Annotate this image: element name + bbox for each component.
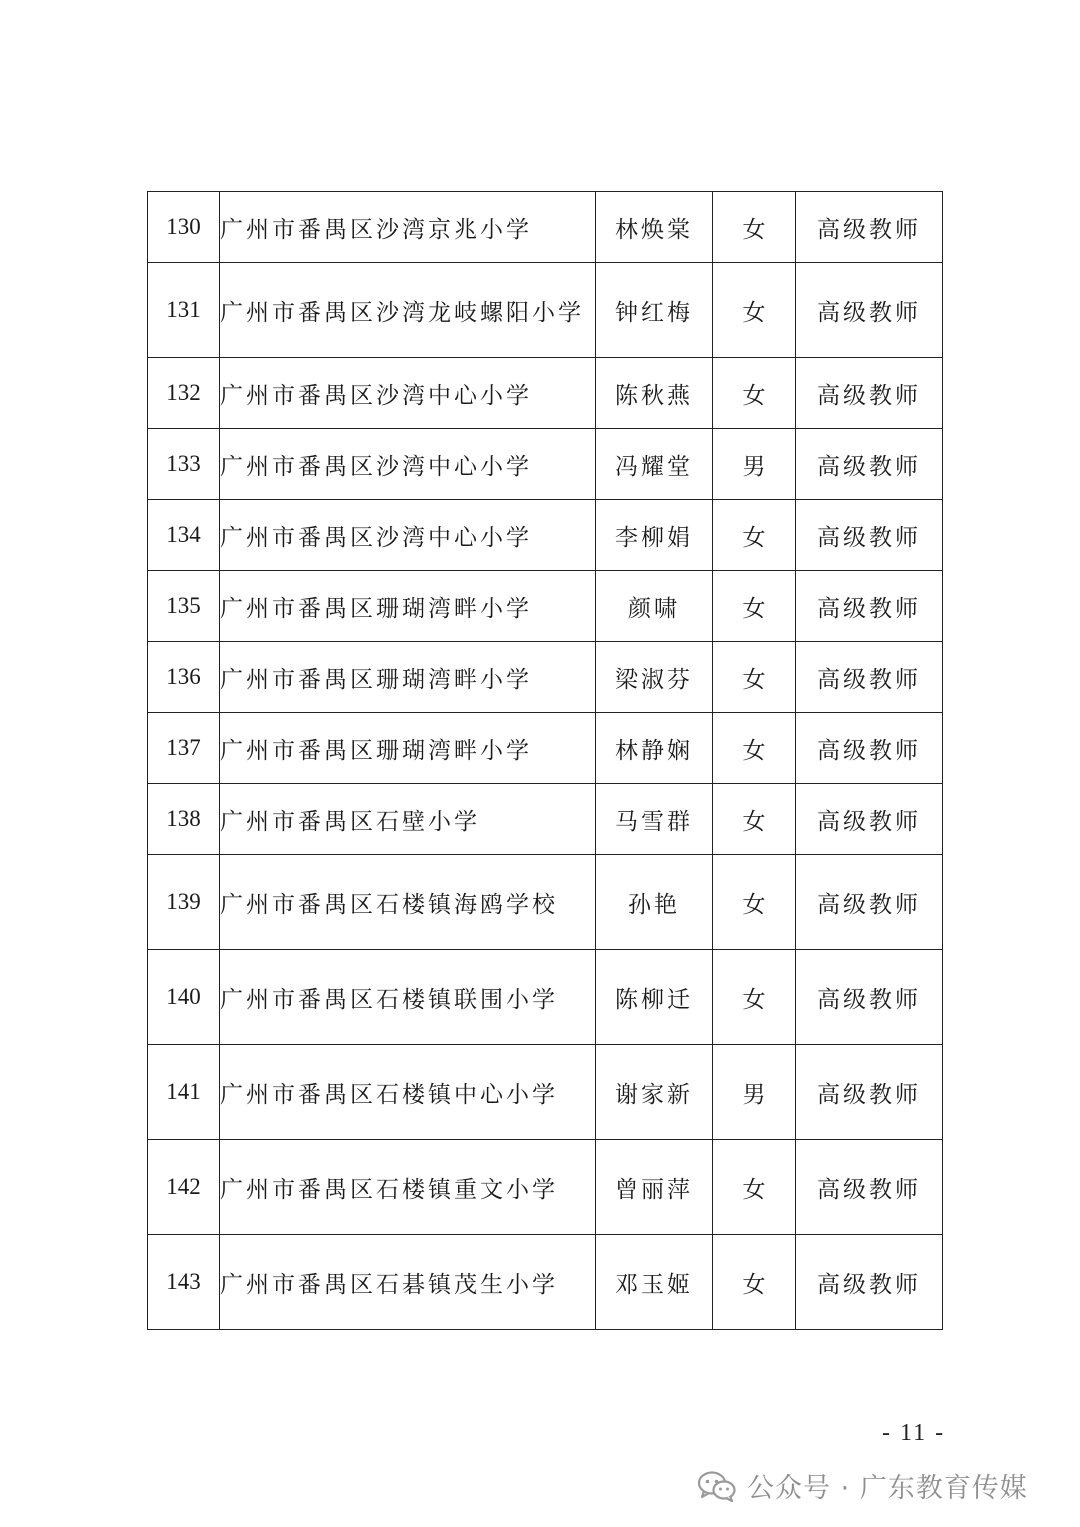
gender: 女 xyxy=(713,358,796,429)
teacher-name: 孙艳 xyxy=(596,855,713,950)
row-number: 141 xyxy=(148,1045,220,1140)
teacher-name: 李柳娟 xyxy=(596,500,713,571)
gender: 女 xyxy=(713,571,796,642)
job-title: 高级教师 xyxy=(796,571,943,642)
school-name: 广州市番禺区石楼镇海鸥学校 xyxy=(220,855,596,950)
job-title: 高级教师 xyxy=(796,713,943,784)
table-row xyxy=(148,713,943,784)
row-number: 132 xyxy=(148,358,220,429)
school-name: 广州市番禺区石楼镇中心小学 xyxy=(220,1045,596,1140)
row-number: 133 xyxy=(148,429,220,500)
teacher-name: 梁淑芬 xyxy=(596,642,713,713)
school-name: 广州市番禺区石楼镇重文小学 xyxy=(220,1140,596,1235)
job-title: 高级教师 xyxy=(796,1045,943,1140)
gender: 女 xyxy=(713,950,796,1045)
teacher-name: 马雪群 xyxy=(596,784,713,855)
teacher-name: 冯耀堂 xyxy=(596,429,713,500)
gender: 女 xyxy=(713,192,796,263)
watermark xyxy=(697,1466,1028,1505)
teacher-name: 邓玉姬 xyxy=(596,1235,713,1330)
table-row xyxy=(148,358,943,429)
gender: 女 xyxy=(713,784,796,855)
row-number: 143 xyxy=(148,1235,220,1330)
gender: 女 xyxy=(713,263,796,358)
gender: 女 xyxy=(713,642,796,713)
gender: 女 xyxy=(713,855,796,950)
table-row xyxy=(148,642,943,713)
row-number: 134 xyxy=(148,500,220,571)
job-title: 高级教师 xyxy=(796,855,943,950)
school-name: 广州市番禺区沙湾中心小学 xyxy=(220,429,596,500)
row-number: 130 xyxy=(148,192,220,263)
job-title: 高级教师 xyxy=(796,950,943,1045)
job-title: 高级教师 xyxy=(796,642,943,713)
teacher-name: 陈柳迁 xyxy=(596,950,713,1045)
job-title: 高级教师 xyxy=(796,1235,943,1330)
job-title: 高级教师 xyxy=(796,784,943,855)
teacher-name: 陈秋燕 xyxy=(596,358,713,429)
job-title: 高级教师 xyxy=(796,500,943,571)
job-title: 高级教师 xyxy=(796,192,943,263)
teacher-name: 颜啸 xyxy=(596,571,713,642)
teacher-name: 谢家新 xyxy=(596,1045,713,1140)
school-name: 广州市番禺区石壁小学 xyxy=(220,784,596,855)
gender: 女 xyxy=(713,1235,796,1330)
school-name: 广州市番禺区珊瑚湾畔小学 xyxy=(220,642,596,713)
gender: 女 xyxy=(713,1140,796,1235)
watermark-text: 公众号 · 广东教育传媒 xyxy=(747,1473,1028,1504)
row-number: 136 xyxy=(148,642,220,713)
school-name: 广州市番禺区珊瑚湾畔小学 xyxy=(220,571,596,642)
table-row xyxy=(148,1140,943,1235)
gender: 女 xyxy=(713,713,796,784)
row-number: 135 xyxy=(148,571,220,642)
table-row xyxy=(148,950,943,1045)
school-name: 广州市番禺区石碁镇茂生小学 xyxy=(220,1235,596,1330)
wechat-icon xyxy=(697,1470,737,1502)
table-row xyxy=(148,1235,943,1330)
gender: 男 xyxy=(713,429,796,500)
job-title: 高级教师 xyxy=(796,263,943,358)
job-title: 高级教师 xyxy=(796,1140,943,1235)
table-row xyxy=(148,855,943,950)
teacher-name: 钟红梅 xyxy=(596,263,713,358)
teacher-name: 林焕棠 xyxy=(596,192,713,263)
teacher-name: 林静娴 xyxy=(596,713,713,784)
school-name: 广州市番禺区沙湾中心小学 xyxy=(220,358,596,429)
table-row xyxy=(148,500,943,571)
row-number: 131 xyxy=(148,263,220,358)
row-number: 137 xyxy=(148,713,220,784)
school-name: 广州市番禺区沙湾龙岐螺阳小学 xyxy=(220,263,596,358)
teacher-name: 曾丽萍 xyxy=(596,1140,713,1235)
page-number: - 11 - xyxy=(882,1420,946,1446)
school-name: 广州市番禺区沙湾京兆小学 xyxy=(220,192,596,263)
table-row xyxy=(148,192,943,263)
table-row xyxy=(148,429,943,500)
teacher-roster-table xyxy=(147,191,943,1330)
table-row xyxy=(148,571,943,642)
school-name: 广州市番禺区沙湾中心小学 xyxy=(220,500,596,571)
table-row xyxy=(148,1045,943,1140)
school-name: 广州市番禺区石楼镇联围小学 xyxy=(220,950,596,1045)
row-number: 142 xyxy=(148,1140,220,1235)
row-number: 140 xyxy=(148,950,220,1045)
row-number: 139 xyxy=(148,855,220,950)
table-row xyxy=(148,263,943,358)
gender: 女 xyxy=(713,500,796,571)
gender: 男 xyxy=(713,1045,796,1140)
school-name: 广州市番禺区珊瑚湾畔小学 xyxy=(220,713,596,784)
row-number: 138 xyxy=(148,784,220,855)
job-title: 高级教师 xyxy=(796,429,943,500)
job-title: 高级教师 xyxy=(796,358,943,429)
table-row xyxy=(148,784,943,855)
